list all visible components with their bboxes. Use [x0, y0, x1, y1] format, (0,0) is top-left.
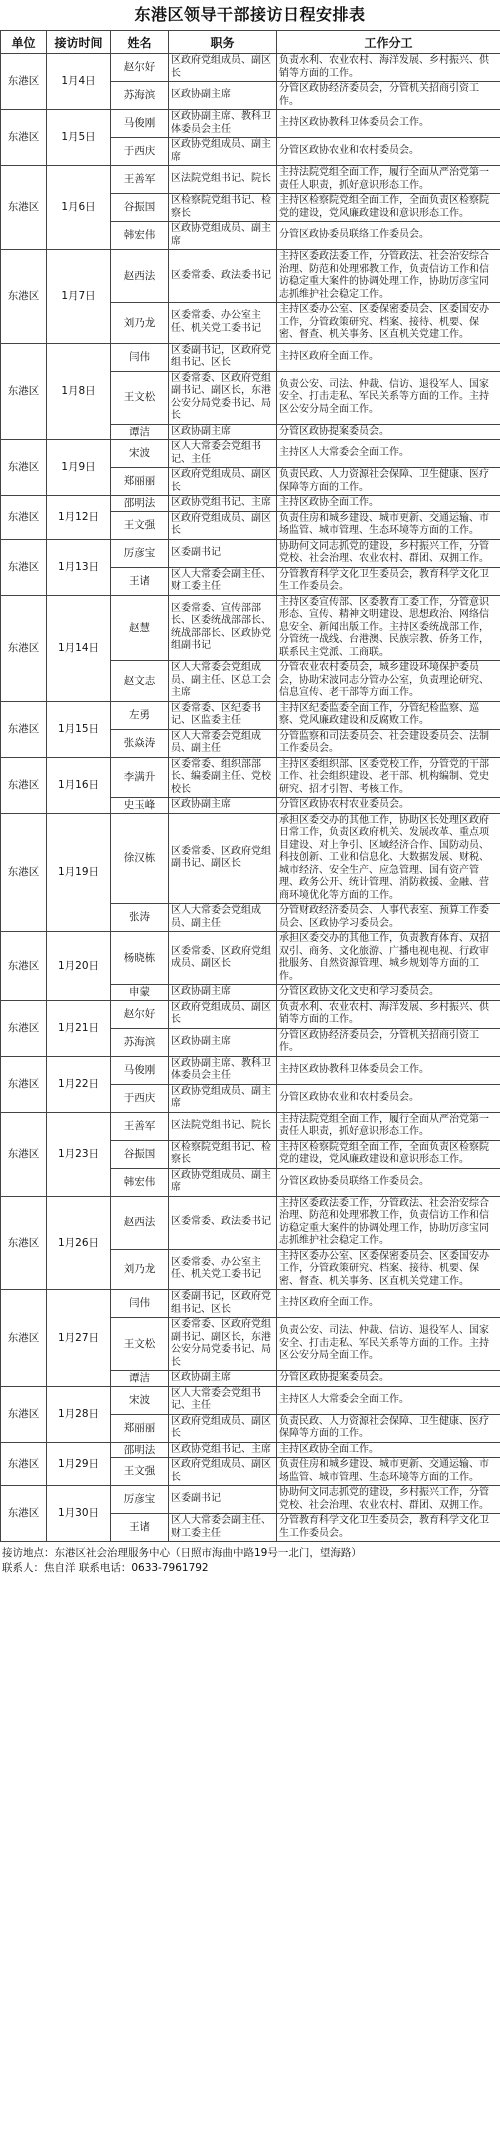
- date-cell: 1月16日: [47, 757, 111, 813]
- post-cell: 区委常委、区纪委书记、区监委主任: [169, 701, 277, 729]
- name-cell: 徐汉栋: [111, 813, 169, 904]
- name-cell: 赵尔好: [111, 1000, 169, 1028]
- table-row: [1, 813, 500, 904]
- unit-cell: 东港区: [1, 1000, 47, 1056]
- date-cell: 1月9日: [47, 440, 111, 496]
- post-cell: 区人大常委会副主任、财工委主任: [169, 567, 277, 595]
- name-cell: 赵文志: [111, 661, 169, 702]
- table-row: [1, 250, 500, 303]
- post-cell: 区政府党组成员、副区长: [169, 1414, 277, 1442]
- duty-cell: 主持区委办公室、区委保密委员会、区委国安办工作，分管政策研究、档案、接待、机要、保密、督查、机关事务、区直机关党建工作。: [277, 303, 500, 344]
- post-cell: 区人大常委会党组成员、副主任: [169, 729, 277, 757]
- name-cell: 张焱涛: [111, 729, 169, 757]
- date-cell: 1月27日: [47, 1290, 111, 1387]
- table-row: [1, 1442, 500, 1458]
- duty-cell: 主持区委政法委工作，分管政法、社会治安综合治理、防范和处理邪教工作，负责信访工作和信访稳定重大案件的协调处理工作，协助厉彦宝同志抓维护社会稳定工作。: [277, 1196, 500, 1249]
- post-cell: 区委常委、办公室主任、机关党工委书记: [169, 303, 277, 344]
- page-title: 东港区领导干部接访日程安排表: [134, 5, 366, 24]
- name-cell: 谷振国: [111, 194, 169, 222]
- duty-cell: 主持区纪委监委全面工作，分管纪检监察、巡察、党风廉政建设和反腐败工作。: [277, 701, 500, 729]
- duty-cell: 负责民政、人力资源社会保障、卫生健康、医疗保障等方面的工作。: [277, 468, 500, 496]
- post-cell: 区政协副主席: [169, 798, 277, 814]
- unit-cell: 东港区: [1, 250, 47, 344]
- post-cell: 区委常委、办公室主任、机关党工委书记: [169, 1249, 277, 1290]
- table-row: [1, 1112, 500, 1140]
- unit-cell: 东港区: [1, 1486, 47, 1542]
- post-cell: 区政协副主席: [169, 82, 277, 110]
- post-cell: 区委常委、政法委书记: [169, 1196, 277, 1249]
- duty-cell: 分管区政协提案委员会。: [277, 424, 500, 440]
- table-row: [1, 1386, 500, 1414]
- duty-cell: 主持区委办公室、区委保密委员会、区委国安办工作，分管政策研究、档案、接待、机要、保密、督查、机关事务、区直机关党建工作。: [277, 1249, 500, 1290]
- post-cell: 区检察院党组书记、检察长: [169, 194, 277, 222]
- duty-cell: 协助何文同志抓党的建设，乡村振兴工作，分管党校、社会治理、农业农村、群团、双拥工作。: [277, 1486, 500, 1514]
- name-cell: 厉彦宝: [111, 1486, 169, 1514]
- name-cell: 王善军: [111, 1112, 169, 1140]
- duty-cell: 协助何文同志抓党的建设，乡村振兴工作，分管党校、社会治理、农业农村、群团、双拥工作。: [277, 539, 500, 567]
- post-cell: 区政府党组成员、副区长: [169, 54, 277, 82]
- post-cell: 区委常委、区政府党组副书记、副区长，东港公安分局党委书记、局长: [169, 371, 277, 424]
- post-cell: 区政协副主席、教科卫体委员会主任: [169, 1056, 277, 1084]
- table-row: [1, 440, 500, 468]
- footer-contact: 联系人：焦自洋 联系电话：0633-7961792: [2, 1562, 209, 1574]
- duty-cell: 分管区政协委员联络工作委员会。: [277, 222, 500, 250]
- date-cell: 1月5日: [47, 110, 111, 166]
- name-cell: 谷振国: [111, 1140, 169, 1168]
- table-row: [1, 1196, 500, 1249]
- name-cell: 赵西法: [111, 1196, 169, 1249]
- duty-cell: 分管财政经济委员会、人事代表室、预算工作委员会、区政协学习委员会。: [277, 904, 500, 932]
- unit-cell: 东港区: [1, 1196, 47, 1290]
- unit-cell: 东港区: [1, 1112, 47, 1196]
- post-cell: 区政府党组成员、副区长: [169, 511, 277, 539]
- table-row: [1, 1000, 500, 1028]
- post-cell: 区政府党组成员、副区长: [169, 468, 277, 496]
- post-cell: 区委副书记，区政府党组书记、区长: [169, 1290, 277, 1318]
- duty-cell: 负责住房和城乡建设、城市更新、交通运输、市场监管、城市管理、生态环境等方面的工作。: [277, 1458, 500, 1486]
- unit-cell: 东港区: [1, 1290, 47, 1387]
- duty-cell: 分管区政协农业和农村委员会。: [277, 1084, 500, 1112]
- duty-cell: 主持法院党组全面工作，履行全面从严治党第一责任人职责，抓好意识形态工作。: [277, 166, 500, 194]
- date-cell: 1月20日: [47, 932, 111, 1001]
- unit-cell: 东港区: [1, 1442, 47, 1486]
- post-cell: 区政协党组成员、副主席: [169, 138, 277, 166]
- unit-cell: 东港区: [1, 440, 47, 496]
- post-cell: 区法院党组书记、院长: [169, 166, 277, 194]
- date-cell: 1月12日: [47, 496, 111, 540]
- duty-cell: 主持区政府全面工作。: [277, 1290, 500, 1318]
- duty-cell: 主持区政府全面工作。: [277, 343, 500, 371]
- duty-cell: 负责水利、农业农村、海洋发展、乡村振兴、供销等方面的工作。: [277, 1000, 500, 1028]
- header-date: 接访时间: [47, 31, 111, 54]
- date-cell: 1月26日: [47, 1196, 111, 1290]
- duty-cell: 分管教育科学文化卫生委员会，教育科学文化卫生工作委员会。: [277, 1514, 500, 1542]
- footer: [0, 1542, 500, 1580]
- duty-cell: 负责公安、司法、仲裁、信访、退役军人、国家安全、打击走私、军民关系等方面的工作。主持区公安分局全面工作。: [277, 371, 500, 424]
- table-row: [1, 1056, 500, 1084]
- table-row: [1, 496, 500, 512]
- name-cell: 谭洁: [111, 424, 169, 440]
- table-row: [1, 110, 500, 138]
- post-cell: 区委常委、组织部部长、编委副主任、党校校长: [169, 757, 277, 798]
- footer-address: 接访地点：东港区社会治理服务中心（日照市海曲中路19号一北门，望海路）: [2, 1547, 362, 1559]
- unit-cell: 东港区: [1, 595, 47, 701]
- post-cell: 区政府党组成员、副区长: [169, 1000, 277, 1028]
- date-cell: 1月13日: [47, 539, 111, 595]
- name-cell: 赵尔好: [111, 54, 169, 82]
- date-cell: 1月15日: [47, 701, 111, 757]
- name-cell: 韩宏伟: [111, 1168, 169, 1196]
- duty-cell: 分管教育科学文化卫生委员会，教育科学文化卫生工作委员会。: [277, 567, 500, 595]
- duty-cell: 主持区政协全面工作。: [277, 1442, 500, 1458]
- date-cell: 1月29日: [47, 1442, 111, 1486]
- unit-cell: 东港区: [1, 54, 47, 110]
- name-cell: 邵明法: [111, 496, 169, 512]
- date-cell: 1月30日: [47, 1486, 111, 1542]
- table-row: [1, 701, 500, 729]
- date-cell: 1月4日: [47, 54, 111, 110]
- post-cell: 区委常委、政法委书记: [169, 250, 277, 303]
- post-cell: 区政协党组成员、副主席: [169, 222, 277, 250]
- table-row: [1, 54, 500, 82]
- duty-cell: 负责民政、人力资源社会保障、卫生健康、医疗保障等方面的工作。: [277, 1414, 500, 1442]
- post-cell: 区政协副主席、教科卫体委员会主任: [169, 110, 277, 138]
- name-cell: 王文强: [111, 511, 169, 539]
- duty-cell: 主持区检察院党组全面工作，全面负责区检察院党的建设，党风廉政建设和意识形态工作。: [277, 194, 500, 222]
- date-cell: 1月8日: [47, 343, 111, 440]
- duty-cell: 主持区政协全面工作。: [277, 496, 500, 512]
- name-cell: 郑丽丽: [111, 1414, 169, 1442]
- name-cell: 刘乃龙: [111, 1249, 169, 1290]
- table-row: [1, 932, 500, 985]
- post-cell: 区人大常委会副主任、财工委主任: [169, 1514, 277, 1542]
- date-cell: 1月28日: [47, 1386, 111, 1442]
- post-cell: 区人大常委会党组成员、副主任、区总工会主席: [169, 661, 277, 702]
- name-cell: 王善军: [111, 166, 169, 194]
- name-cell: 谭洁: [111, 1371, 169, 1387]
- name-cell: 左勇: [111, 701, 169, 729]
- name-cell: 马俊刚: [111, 1056, 169, 1084]
- post-cell: 区人大常委会党组书记、主任: [169, 440, 277, 468]
- header-duty: 工作分工: [277, 31, 500, 54]
- name-cell: 闫伟: [111, 1290, 169, 1318]
- duty-cell: 主持区人大常委会全面工作。: [277, 1386, 500, 1414]
- post-cell: 区委副书记，区政府党组书记、区长: [169, 343, 277, 371]
- name-cell: 宋波: [111, 440, 169, 468]
- date-cell: 1月21日: [47, 1000, 111, 1056]
- name-cell: 王诸: [111, 567, 169, 595]
- duty-cell: 主持区检察院党组全面工作，全面负责区检察院党的建设，党风廉政建设和意识形态工作。: [277, 1140, 500, 1168]
- schedule-body: [1, 54, 500, 1542]
- name-cell: 厉彦宝: [111, 539, 169, 567]
- post-cell: 区委常委、区政府党组成员、副区长: [169, 932, 277, 985]
- post-cell: 区委常委、区政府党组副书记、副区长，东港公安分局党委书记、局长: [169, 1318, 277, 1371]
- unit-cell: 东港区: [1, 1056, 47, 1112]
- duty-cell: 分管区政协委员联络工作委员会。: [277, 1168, 500, 1196]
- post-cell: 区政协副主席: [169, 424, 277, 440]
- unit-cell: 东港区: [1, 110, 47, 166]
- post-cell: 区政协副主席: [169, 1028, 277, 1056]
- name-cell: 郑丽丽: [111, 468, 169, 496]
- duty-cell: 分管区政协提案委员会。: [277, 1371, 500, 1387]
- duty-cell: 主持区委组织部、区委党校工作，分管党的干部工作、社会组织建设、老干部、机构编制、党史研究、招才引智、考核工作。: [277, 757, 500, 798]
- name-cell: 苏海滨: [111, 82, 169, 110]
- duty-cell: 主持区委宣传部、区委教育工委工作，分管意识形态、宣传、精神文明建设、思想政治、网络信息安全、新闻出版工作。主持区委统战部工作，分管统一战线、台港澳、民族宗教、侨务工作，联系民主党派、工商联。: [277, 595, 500, 661]
- name-cell: 刘乃龙: [111, 303, 169, 344]
- name-cell: 申蒙: [111, 985, 169, 1001]
- duty-cell: 分管农业农村委员会，城乡建设环境保护委员会，协助宋波同志分管办公室，负责理论研究、信息宣传、老干部等方面工作。: [277, 661, 500, 702]
- name-cell: 于西庆: [111, 1084, 169, 1112]
- post-cell: 区政协党组成员、副主席: [169, 1084, 277, 1112]
- date-cell: 1月7日: [47, 250, 111, 344]
- name-cell: 张涛: [111, 904, 169, 932]
- header-name: 姓名: [111, 31, 169, 54]
- name-cell: 赵西法: [111, 250, 169, 303]
- duty-cell: 主持区政协教科卫体委员会工作。: [277, 1056, 500, 1084]
- post-cell: 区人大常委会党组书记、主任: [169, 1386, 277, 1414]
- duty-cell: 承担区委交办的其他工作，负责教育体育、双招双引、商务、文化旅游、广播电视电视、行政审批服务、自然资源管理、城乡规划等方面的工作。: [277, 932, 500, 985]
- unit-cell: 东港区: [1, 932, 47, 1001]
- table-row: [1, 166, 500, 194]
- unit-cell: 东港区: [1, 813, 47, 932]
- name-cell: 王文松: [111, 371, 169, 424]
- unit-cell: 东港区: [1, 343, 47, 440]
- duty-cell: 负责水利、农业农村、海洋发展、乡村振兴、供销等方面的工作。: [277, 54, 500, 82]
- unit-cell: 东港区: [1, 701, 47, 757]
- name-cell: 闫伟: [111, 343, 169, 371]
- post-cell: 区法院党组书记、院长: [169, 1112, 277, 1140]
- name-cell: 苏海滨: [111, 1028, 169, 1056]
- post-cell: 区委副书记: [169, 1486, 277, 1514]
- unit-cell: 东港区: [1, 496, 47, 540]
- header-post: 职务: [169, 31, 277, 54]
- name-cell: 王诸: [111, 1514, 169, 1542]
- name-cell: 王文强: [111, 1458, 169, 1486]
- table-row: [1, 757, 500, 798]
- duty-cell: 主持法院党组全面工作，履行全面从严治党第一责任人职责，抓好意识形态工作。: [277, 1112, 500, 1140]
- table-row: [1, 1290, 500, 1318]
- unit-cell: 东港区: [1, 539, 47, 595]
- duty-cell: 分管区政协经济委员会，分管机关招商引资工作。: [277, 82, 500, 110]
- date-cell: 1月22日: [47, 1056, 111, 1112]
- post-cell: 区政协副主席: [169, 1371, 277, 1387]
- duty-cell: 分管区政协经济委员会，分管机关招商引资工作。: [277, 1028, 500, 1056]
- post-cell: 区检察院党组书记、检察长: [169, 1140, 277, 1168]
- table-row: [1, 343, 500, 371]
- post-cell: 区政协党组成员、副主席: [169, 1168, 277, 1196]
- post-cell: 区委副书记: [169, 539, 277, 567]
- table-row: [1, 595, 500, 661]
- name-cell: 李满升: [111, 757, 169, 798]
- duty-cell: 承担区委交办的其他工作，协助区长处理区政府日常工作，负责区政府机关、发展改革、重点项目建设、对上争引、区域经济合作、国防动员、科技创新、工业和信息化、大数据发展、财税、城市经济、安全生产、应急管理、国有资产管理、政务公开、统计管理、消防救援、金融、营商环境优化等方面的工作。: [277, 813, 500, 904]
- schedule-table: [0, 30, 500, 1542]
- duty-cell: 负责住房和城乡建设、城市更新、交通运输、市场监管、城市管理、生态环境等方面的工作。: [277, 511, 500, 539]
- table-row: [1, 539, 500, 567]
- name-cell: 邵明法: [111, 1442, 169, 1458]
- name-cell: 杨晓栋: [111, 932, 169, 985]
- post-cell: 区政协党组书记、主席: [169, 496, 277, 512]
- header-unit: 单位: [1, 31, 47, 54]
- unit-cell: 东港区: [1, 166, 47, 250]
- post-cell: 区政协党组书记、主席: [169, 1442, 277, 1458]
- date-cell: 1月19日: [47, 813, 111, 932]
- name-cell: 于西庆: [111, 138, 169, 166]
- duty-cell: 主持区人大常委会全面工作。: [277, 440, 500, 468]
- post-cell: 区政协副主席: [169, 985, 277, 1001]
- name-cell: 赵慧: [111, 595, 169, 661]
- duty-cell: 分管区政协农业和农村委员会。: [277, 138, 500, 166]
- name-cell: 王文松: [111, 1318, 169, 1371]
- name-cell: 史玉峰: [111, 798, 169, 814]
- duty-cell: 主持区委政法委工作，分管政法、社会治安综合治理、防范和处理邪教工作，负责信访工作和信访稳定重大案件的协调处理工作，协助厉彦宝同志抓维护社会稳定工作。: [277, 250, 500, 303]
- name-cell: 马俊刚: [111, 110, 169, 138]
- date-cell: 1月14日: [47, 595, 111, 701]
- date-cell: 1月6日: [47, 166, 111, 250]
- post-cell: 区委常委、宣传部部长、区委统战部部长、统战部部长、区政协党组副书记: [169, 595, 277, 661]
- date-cell: 1月23日: [47, 1112, 111, 1196]
- duty-cell: 分管区政协农村农业委员会。: [277, 798, 500, 814]
- name-cell: 宋波: [111, 1386, 169, 1414]
- unit-cell: 东港区: [1, 757, 47, 813]
- duty-cell: 分管区政协文化文史和学习委员会。: [277, 985, 500, 1001]
- table-header-row: [1, 31, 500, 54]
- duty-cell: 分管监察和司法委员会、社会建设委员会、法制工作委员会。: [277, 729, 500, 757]
- post-cell: 区政府党组成员、副区长: [169, 1458, 277, 1486]
- table-row: [1, 1486, 500, 1514]
- duty-cell: 主持区政协教科卫体委员会工作。: [277, 110, 500, 138]
- duty-cell: 负责公安、司法、仲裁、信访、退役军人、国家安全、打击走私、军民关系等方面的工作。主持区公安分局全面工作。: [277, 1318, 500, 1371]
- post-cell: 区人大常委会党组成员、副主任: [169, 904, 277, 932]
- unit-cell: 东港区: [1, 1386, 47, 1442]
- name-cell: 韩宏伟: [111, 222, 169, 250]
- post-cell: 区委常委、区政府党组副书记、副区长: [169, 813, 277, 904]
